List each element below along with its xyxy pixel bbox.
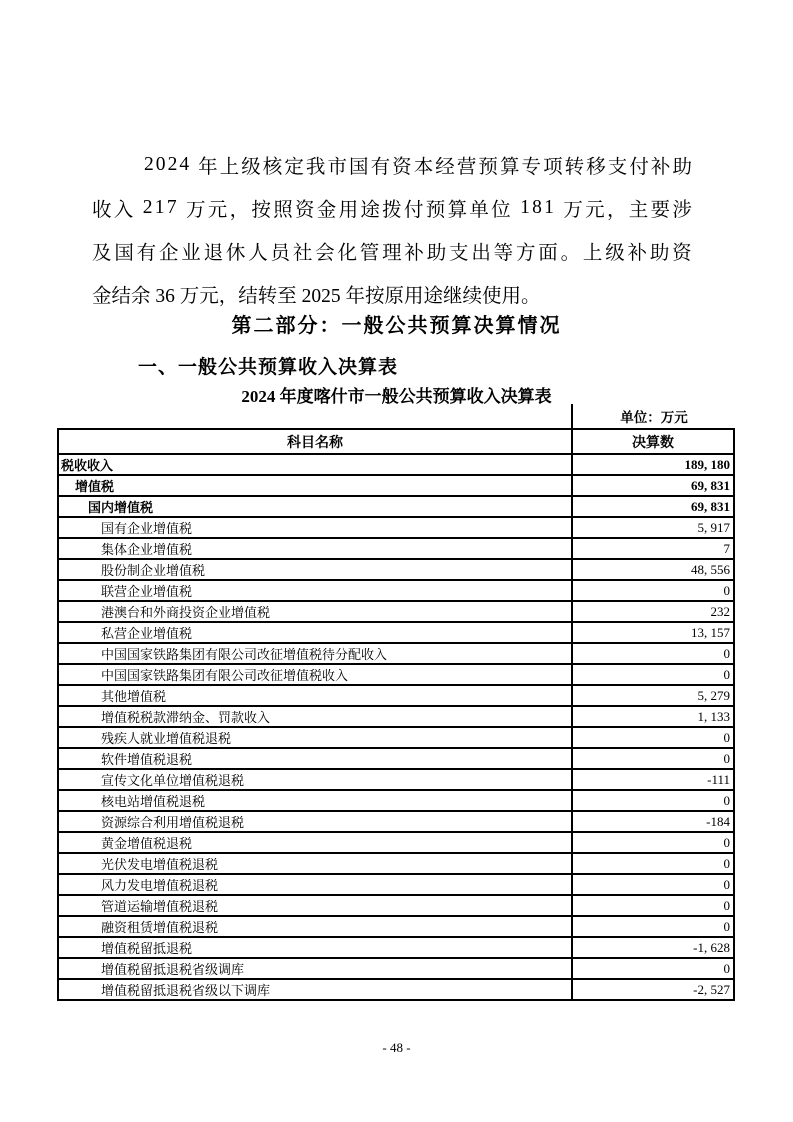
subsection-heading: 一、一般公共预算收入决算表 — [138, 357, 399, 378]
table-row — [59, 810, 733, 831]
amount-cell: -1, 628 — [693, 939, 730, 955]
unit-label: 单位：万元 — [571, 404, 735, 428]
amount-cell: 69, 831 — [691, 498, 730, 514]
section-heading: 第二部分：一般公共预算决算情况 — [231, 315, 562, 337]
paragraph-line: 金结余 36 万元，结转至 2025 年按原用途继续使用。 — [92, 285, 541, 307]
subject-name-cell: 核电站增值税退税 — [59, 791, 573, 810]
amount-cell: 7 — [723, 540, 730, 556]
amount-cell: -184 — [706, 813, 730, 829]
subject-name-cell: 股份制企业增值税 — [59, 560, 573, 579]
amount-cell: 69, 831 — [691, 477, 730, 493]
subject-name-cell: 国有企业增值税 — [59, 518, 573, 537]
table-row — [59, 684, 733, 705]
subject-name-cell: 光伏发电增值税退税 — [59, 854, 573, 873]
table-title: 2024 年度喀什市一般公共预算收入决算表 — [241, 387, 552, 406]
amount-cell: 0 — [723, 960, 730, 976]
subject-name-cell: 税收收入 — [59, 455, 573, 474]
table-row — [59, 957, 733, 978]
intro-paragraph — [92, 143, 692, 315]
table-row — [59, 663, 733, 684]
table-row — [59, 873, 733, 894]
amount-cell: 189, 180 — [684, 456, 730, 472]
amount-cell: 0 — [723, 750, 730, 766]
subject-name-cell: 融资租赁增值税退税 — [59, 917, 573, 936]
column-header-subject: 科目名称 — [59, 430, 573, 453]
unit-band — [57, 404, 735, 428]
table-header-row — [59, 430, 733, 453]
paragraph-line: 及 国 有 企 业 退 休 人 员 社 会 化 管 理 补 助 支 出 等 方 面 。 上 级 补 助 资 — [92, 242, 692, 264]
table-body — [59, 453, 733, 999]
table-row — [59, 537, 733, 558]
amount-cell: 0 — [723, 645, 730, 661]
table-row — [59, 831, 733, 852]
subject-name-cell: 管道运输增值税退税 — [59, 896, 573, 915]
subject-name-cell: 其他增值税 — [59, 686, 573, 705]
table-row — [59, 495, 733, 516]
amount-cell: 0 — [723, 834, 730, 850]
amount-cell: 13, 157 — [691, 624, 730, 640]
amount-cell: 0 — [723, 729, 730, 745]
table-row — [59, 579, 733, 600]
subject-name-cell: 增值税税款滞纳金、罚款收入 — [59, 707, 573, 726]
table-row — [59, 915, 733, 936]
amount-cell: -2, 527 — [693, 981, 730, 997]
amount-cell: 232 — [710, 603, 730, 619]
subject-name-cell: 私营企业增值税 — [59, 623, 573, 642]
table-row — [59, 600, 733, 621]
table-row — [59, 705, 733, 726]
paragraph-line: 2 0 2 4 年 上 级 核 定 我 市 国 有 资 本 经 营 预 算 专 项 转 移 支 付 补 助 — [144, 153, 692, 178]
column-header-amount: 决算数 — [632, 435, 674, 451]
amount-cell: 0 — [723, 918, 730, 934]
table-row — [59, 642, 733, 663]
table-row — [59, 558, 733, 579]
subject-name-cell: 集体企业增值税 — [59, 539, 573, 558]
subject-name-cell: 资源综合利用增值税退税 — [59, 812, 573, 831]
amount-cell: 5, 279 — [697, 687, 730, 703]
subject-name-cell: 黄金增值税退税 — [59, 833, 573, 852]
subject-name-cell: 增值税留抵退税省级调库 — [59, 959, 573, 978]
subject-name-cell: 国内增值税 — [59, 497, 573, 516]
table-row — [59, 789, 733, 810]
table-row — [59, 978, 733, 999]
subject-name-cell: 软件增值税退税 — [59, 749, 573, 768]
table-row — [59, 894, 733, 915]
amount-cell: 0 — [723, 897, 730, 913]
table-row — [59, 768, 733, 789]
amount-cell: 0 — [723, 792, 730, 808]
subject-name-cell: 联营企业增值税 — [59, 581, 573, 600]
subject-name-cell: 增值税留抵退税省级以下调库 — [59, 980, 573, 999]
subject-name-cell: 中国国家铁路集团有限公司改征增值税待分配收入 — [59, 644, 573, 663]
amount-cell: 1, 133 — [697, 708, 730, 724]
table-row — [59, 621, 733, 642]
subject-name-cell: 风力发电增值税退税 — [59, 875, 573, 894]
amount-cell: 5, 917 — [697, 519, 730, 535]
table-row — [59, 852, 733, 873]
amount-cell: -111 — [707, 771, 730, 787]
amount-cell: 0 — [723, 855, 730, 871]
table-row — [59, 936, 733, 957]
table-row — [59, 474, 733, 495]
budget-revenue-table — [57, 428, 735, 1001]
amount-cell: 0 — [723, 666, 730, 682]
subject-name-cell: 增值税留抵退税 — [59, 938, 573, 957]
amount-cell: 0 — [723, 582, 730, 598]
subject-name-cell: 宣传文化单位增值税退税 — [59, 770, 573, 789]
amount-cell: 48, 556 — [691, 561, 730, 577]
subject-name-cell: 中国国家铁路集团有限公司改征增值税收入 — [59, 665, 573, 684]
table-row — [59, 747, 733, 768]
table-row — [59, 516, 733, 537]
page-number: - 48 - — [382, 1040, 411, 1055]
paragraph-line: 收 入 2 1 7 万 元 ， 按 照 资 金 用 途 拨 付 预 算 单 位 1 8 1 万 元 ， 主 要 涉 — [92, 196, 692, 221]
amount-cell: 0 — [723, 876, 730, 892]
subject-name-cell: 港澳台和外商投资企业增值税 — [59, 602, 573, 621]
table-row — [59, 726, 733, 747]
subject-name-cell: 增值税 — [59, 476, 573, 495]
subject-name-cell: 残疾人就业增值税退税 — [59, 728, 573, 747]
table-row — [59, 453, 733, 474]
